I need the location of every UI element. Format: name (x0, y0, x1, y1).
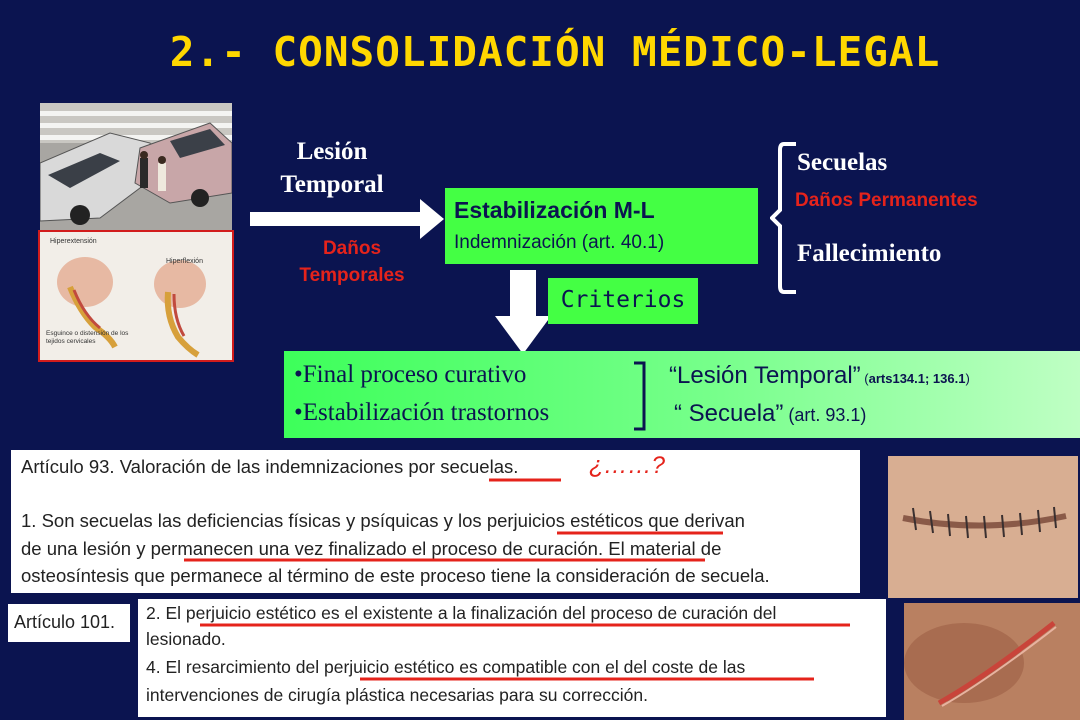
a101-l1-pre: 2. El (146, 603, 186, 623)
criterios-box (548, 278, 698, 324)
criteria-box (284, 351, 1080, 438)
heading-period: . (513, 456, 519, 477)
lesion-line: Lesión (296, 138, 368, 165)
criterios-label: Criterios (560, 287, 686, 313)
article-101-label: Artículo 101. (14, 612, 116, 632)
page-title: 2.- CONSOLIDACIÓN MÉDICO-LEGAL (169, 28, 941, 76)
question-mark-annotation: ¿……? (589, 452, 666, 479)
bracket-icon (770, 140, 800, 296)
article-93-heading-text: Artículo 93. Valoración de las indemnizaciones por (21, 456, 441, 477)
danos-temporales-label (270, 235, 434, 289)
ref-close: ) (965, 371, 970, 386)
compatible-keyword: perjuicio estético es compatible con el del coste (324, 657, 694, 677)
temporales-line: Temporales (299, 265, 405, 286)
fallecimiento-label: Fallecimiento (797, 240, 942, 267)
secuelas-keyword: secuelas (440, 456, 514, 477)
l2-pre: de una lesión y (21, 538, 151, 559)
stabilization-box (445, 188, 758, 264)
hyperextension-label: Hiperextensión (50, 238, 97, 245)
bullet: • (294, 399, 303, 426)
criteria-item-estabilizacion (294, 399, 549, 427)
perjuicios-esteticos-keyword: perjuicios estéticos (486, 510, 644, 531)
l1-pre: 1. Son secuelas las deficiencias físicas y psíquicas y los (21, 510, 487, 531)
article-101-label-box (8, 604, 130, 642)
article-101-line-2: lesionado. (146, 629, 226, 649)
criteria-item-final-text: Final proceso curativo (302, 361, 527, 388)
danos-line: Daños (322, 238, 382, 259)
criteria-item-estabilizacion-text: Estabilización trastornos (302, 399, 550, 426)
a101-l3-pre: 4. El resarcimiento del (146, 657, 324, 677)
lesion-temporal-label (270, 135, 394, 201)
lesion-temporal-quote: “Lesión Temporal” (669, 362, 861, 389)
temporal-line: Temporal (280, 171, 384, 198)
danos-permanentes-label: Daños Permanentes (795, 190, 978, 211)
l1-post: que derivan (643, 510, 745, 531)
down-arrow-icon (493, 270, 553, 356)
stitched-scar-photo (888, 456, 1078, 598)
article-101-excerpt (138, 599, 886, 717)
stabilization-title: Estabilización M-L (454, 197, 655, 223)
ref-open: ( (860, 371, 869, 386)
article-93-underlines (11, 450, 860, 593)
a101-l3-post: de las (693, 657, 746, 677)
stabilization-subtitle: Indemnización (art. 40.1) (454, 232, 665, 253)
article-101-underlines (138, 599, 886, 717)
permanecen-keyword: permanecen una vez finalizado el proceso de curación (150, 538, 598, 559)
a101-l1-post: del (748, 603, 777, 623)
hyperflexion-label: Hiperflexión (166, 258, 203, 265)
secuela-reference (674, 400, 866, 428)
lesion-temporal-articles: arts134.1; 136.1 (868, 371, 966, 386)
car-accident-photo (40, 103, 232, 231)
secuela-article: (art. 93.1) (783, 405, 867, 425)
spine-caption: Esguince o distensión de los tejidos cervicales (46, 330, 129, 345)
article-93-excerpt (11, 450, 860, 593)
criteria-item-final (294, 361, 526, 389)
cervical-sprain-illustration (38, 230, 234, 362)
lesion-temporal-reference (669, 362, 970, 390)
secuela-quote: “ Secuela” (674, 400, 784, 427)
article-101-line-4: intervenciones de cirugía plástica necesarias para su corrección. (146, 685, 648, 705)
article-93-line-3: osteosíntesis que permanece al término de este proceso tiene la consideración de secuela. (21, 565, 770, 586)
l2-post: . El material de (597, 538, 722, 559)
bullet: • (294, 361, 303, 388)
criteria-bracket-icon (632, 361, 650, 431)
scar-photo (904, 603, 1080, 720)
perjuicio-estetico-keyword: perjuicio estético es el existente a la finalización del proceso de curación (185, 603, 749, 623)
secuelas-label: Secuelas (797, 149, 888, 176)
